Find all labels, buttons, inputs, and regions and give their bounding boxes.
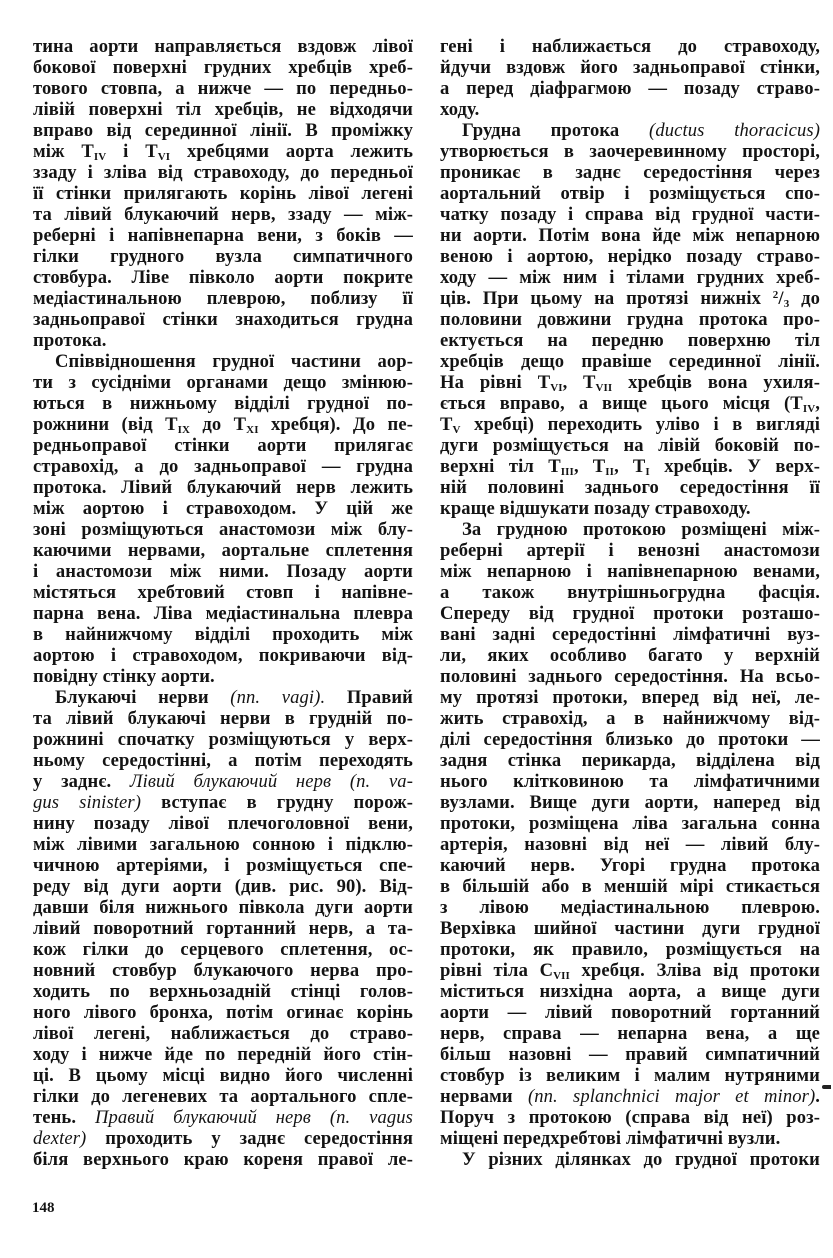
- text-line: половини довжини грудна протока про-: [440, 309, 820, 330]
- text-line: задньоправої стінки знаходиться грудна: [33, 309, 413, 330]
- text-line: реду від дуги аорти (див. рис. 90). Від-: [33, 876, 413, 897]
- text-line: тина аорти направляється вздовж лівої: [33, 36, 413, 57]
- text-line: її стінки прилягають корінь лівої легені: [33, 183, 413, 204]
- text-line: повідну стінку аорти.: [33, 666, 215, 687]
- text-line: верхні тіл $T_{III}$, $T_{II}$, $T_I$ хребців. У верх-: [440, 456, 820, 478]
- text-line: нього клітковиною та лімфатичними: [440, 771, 820, 792]
- text-line: ців. При цьому на протязі нижніх $^2/_3$ до: [440, 288, 820, 310]
- text-line: стовбур із великим і малим нутряними: [440, 1065, 820, 1086]
- text-line: нину позаду лівої плечоголовної вени,: [33, 813, 413, 834]
- text-line: ються в нижньому відділі грудної по-: [33, 393, 413, 414]
- text-line: рівні тіла $C_{VII}$ хребця. Зліва від протоки: [440, 960, 820, 982]
- text-line: гені і наближається до стравоходу,: [440, 36, 820, 57]
- section-heading-vagus: Блукаючі нерви (nn. vagi). Правий: [55, 687, 413, 708]
- text-line: ходить по верхньозадній стінці голов-: [33, 981, 413, 1002]
- text-line: реберні і напівнепарна вени, з боків —: [33, 225, 413, 246]
- text-line: медіастинальною плеврою, поблизу її: [33, 288, 413, 309]
- text-line: задня стінка перикарда, відділена від: [440, 750, 820, 771]
- text-line: артерія, назовні від неї — лівий блу-: [440, 834, 820, 855]
- text-line: ньому середостінні, а потім переходять: [33, 750, 413, 771]
- text-line: Верхівка шийної частини дуги грудної: [440, 918, 820, 939]
- text-line: гілки до легеневих та аортального спле-: [33, 1086, 413, 1107]
- text-line: ли, яких особливо багато у верхній: [440, 645, 820, 666]
- text-line: стовбура. Ліве півколо аорти покрите: [33, 267, 413, 288]
- text-line: біля верхнього краю кореня правої ле-: [33, 1149, 413, 1170]
- text-line: веною і аортою, нерідко позаду страво-: [440, 246, 820, 267]
- text-line: гілки грудного вузла симпатичного: [33, 246, 413, 267]
- text-line: та лівий блукаючий нерв, ззаду — між-: [33, 204, 413, 225]
- latin-term: (nn. splanchnici major et minor): [527, 1086, 816, 1107]
- italic-term: dexter): [33, 1128, 87, 1149]
- text-line: Спереду від грудної протоки розташо-: [440, 603, 820, 624]
- text-line: gus sinister) вступає в грудну порож-: [33, 792, 413, 813]
- heading-text: Грудна протока: [462, 120, 620, 141]
- text-line: більш назовні — правий симпатичний: [440, 1044, 820, 1065]
- text-line: каючими нервами, аортальне сплетення: [33, 540, 413, 561]
- text-line: dexter) проходить у заднє середостіння: [33, 1128, 413, 1149]
- text-line: ці. В цьому місці видно його численні: [33, 1065, 413, 1086]
- text-line: а перед діафрагмою — позаду страво-: [440, 78, 820, 99]
- text-line: ділі середостіння близько до протоки —: [440, 729, 820, 750]
- text-line: редньоправої стінки аорти прилягає: [33, 435, 413, 456]
- text-line: в більшій або в меншій мірі стикається: [440, 876, 820, 897]
- text-line: і анастомози між ними. Позаду аорти: [33, 561, 413, 582]
- text-line: в найнижчому відділі проходить між: [33, 624, 413, 645]
- text-line: тового стовпа, а нижче — по передньо-: [33, 78, 413, 99]
- text-line: давши біля нижнього півкола дуги аорти: [33, 897, 413, 918]
- text-line: половині заднього середостіння. На всьо-: [440, 666, 820, 687]
- text-line: протоки, як правило, розміщується на: [440, 939, 820, 960]
- text-line: ектується на передню поверхню тіл: [440, 330, 820, 351]
- paragraph-start: У різних ділянках до грудної протоки: [462, 1149, 820, 1170]
- text-line: ного лівого бронха, потім огинає корінь: [33, 1002, 413, 1023]
- text-line: аорти — лівий поворотний гортанний: [440, 1002, 820, 1023]
- text-line: ється вправо, а вище цього місця ($T_{IV}$,: [440, 393, 820, 415]
- text-line: стравохід, а до задньоправої — грудна: [33, 456, 413, 477]
- text-line: чатку позаду і справа від грудної части-: [440, 204, 820, 225]
- text-line: тень. Правий блукаючий нерв (n. vagus: [33, 1107, 413, 1128]
- text-line: протока.: [33, 330, 107, 351]
- text-line: чичною артеріями, і розміщується спе-: [33, 855, 413, 876]
- text-line: ходу — між ним і тілами грудних хреб-: [440, 267, 820, 288]
- text-line: лівій поверхні тіл хребців, не відходячи: [33, 99, 413, 120]
- text-line: вані задні середостінні лімфатичні вуз-: [440, 624, 820, 645]
- text-line: аортальний отвір і розміщується спо-: [440, 183, 820, 204]
- text-line: між лівими загальною сонною і підклю-: [33, 834, 413, 855]
- text-line: На рівні $T_{VI}$, $T_{VII}$ хребців вона ухиля-: [440, 372, 821, 394]
- text-line: кож гілки до серцевого сплетення, ос-: [33, 939, 413, 960]
- text-line: вправо від серединної лінії. В проміжку: [33, 120, 413, 141]
- text-line: хребців дещо правіше серединної лінії.: [440, 351, 820, 372]
- section-heading-thoracic-duct: [440, 120, 820, 141]
- print-mark: [822, 1085, 831, 1089]
- text-line: ходу.: [440, 99, 480, 120]
- text-line: утворюється в заочеревинному просторі,: [440, 141, 820, 162]
- heading-text: Блукаючі нерви: [55, 687, 209, 708]
- text-line: нервами (nn. splanchnici major et minor).: [440, 1086, 820, 1107]
- text-line: у заднє. Лівий блукаючий нерв (n. va-: [33, 771, 413, 792]
- page-number: 148: [32, 1200, 55, 1216]
- paragraph-start: Співвідношення грудної частини аор-: [55, 351, 413, 372]
- text-line: лівої легені, наближається до страво-: [33, 1023, 413, 1044]
- text-line: зоні розміщуються анастомози між блу-: [33, 519, 413, 540]
- text-line: протока. Лівий блукаючий нерв лежить: [33, 477, 413, 498]
- text-line: рожнині спочатку розміщуються у верх-: [33, 729, 413, 750]
- text-line: дуги розміщується на лівій боковій по-: [440, 435, 820, 456]
- italic-term: Правий блукаючий нерв (n. vagus: [94, 1107, 413, 1128]
- text-line: ззаду і зліва від стравоходу, до передньої: [33, 162, 413, 183]
- text-line: бокової поверхні грудних хребців хреб-: [33, 57, 413, 78]
- text-line: каючий нерв. Угорі грудна протока: [440, 855, 820, 876]
- text-line: лівий поворотний гортанний нерв, а та-: [33, 918, 413, 939]
- text-line: аортою і стравоходом, покриваючи від-: [33, 645, 413, 666]
- fraction-denominator: 3: [783, 298, 790, 310]
- text-line: жить стравохід, а в найнижчому від-: [440, 708, 820, 729]
- text-line: йдучи вздовж його задньоправої стінки,: [440, 57, 820, 78]
- fraction-numerator: 2: [772, 289, 779, 301]
- left-column: [33, 36, 413, 1170]
- text-line: містяться хребтовий стовп і напівне-: [33, 582, 413, 603]
- text-line: міститься низхідна аорта, а вище дуги: [440, 981, 820, 1002]
- latin-term: (ductus thoracicus): [649, 120, 820, 141]
- text-line: міщені передхребтові лімфатичні вузли.: [440, 1128, 781, 1149]
- italic-term: Лівий блукаючий нерв (n. va-: [129, 771, 413, 792]
- text-line: рожнини (від $T_{IX}$ до $T_{XI}$ хребця). До пе-: [33, 414, 414, 436]
- text-line: ти з сусідніми органами дещо змінюю-: [33, 372, 413, 393]
- text-line: між непарною і напівнепарною венами,: [440, 561, 820, 582]
- paragraph-start: За грудною протокою розміщені між-: [462, 519, 820, 540]
- text-line: а також внутрішньогрудна фасція.: [440, 582, 820, 603]
- italic-term: gus sinister): [33, 792, 142, 813]
- right-column: [440, 36, 820, 1170]
- text-line: парна вена. Ліва медіастинальна плевра: [33, 603, 413, 624]
- text-line: ній половині заднього середостіння її: [440, 477, 820, 498]
- text-line: новний стовбур блукаючого нерва про-: [33, 960, 413, 981]
- text-line: ходу і нижче йде по передній його стін-: [33, 1044, 413, 1065]
- text-line: краще відшукати позаду стравоходу.: [440, 498, 751, 519]
- text-line: проникає в заднє середостіння через: [440, 162, 820, 183]
- text-line: між $T_{IV}$ і $T_{VI}$ хребцями аорта лежить: [33, 141, 413, 163]
- text-line: $T_V$ хребці) переходить уліво і в вигляді: [440, 414, 820, 436]
- latin-term: (nn. vagi).: [230, 687, 326, 708]
- text-line: та лівий блукаючі нерви в грудній по-: [33, 708, 413, 729]
- text-line: реберні артерії і венозні анастомози: [440, 540, 820, 561]
- text-line: му протязі протоки, вперед від неї, ле-: [440, 687, 820, 708]
- text-line: ни аорти. Потім вона йде між непарною: [440, 225, 820, 246]
- text-line: між аортою і стравоходом. У цій же: [33, 498, 413, 519]
- text-line: вузлами. Вище дуги аорти, наперед від: [440, 792, 820, 813]
- text-line: з лівою медіастинальною плеврою.: [440, 897, 820, 918]
- text-line: протоки, розміщена ліва загальна сонна: [440, 813, 820, 834]
- text-line: Поруч з протокою (справа від неї) роз-: [440, 1107, 820, 1128]
- text-line: нерв, справа — непарна вена, а ще: [440, 1023, 820, 1044]
